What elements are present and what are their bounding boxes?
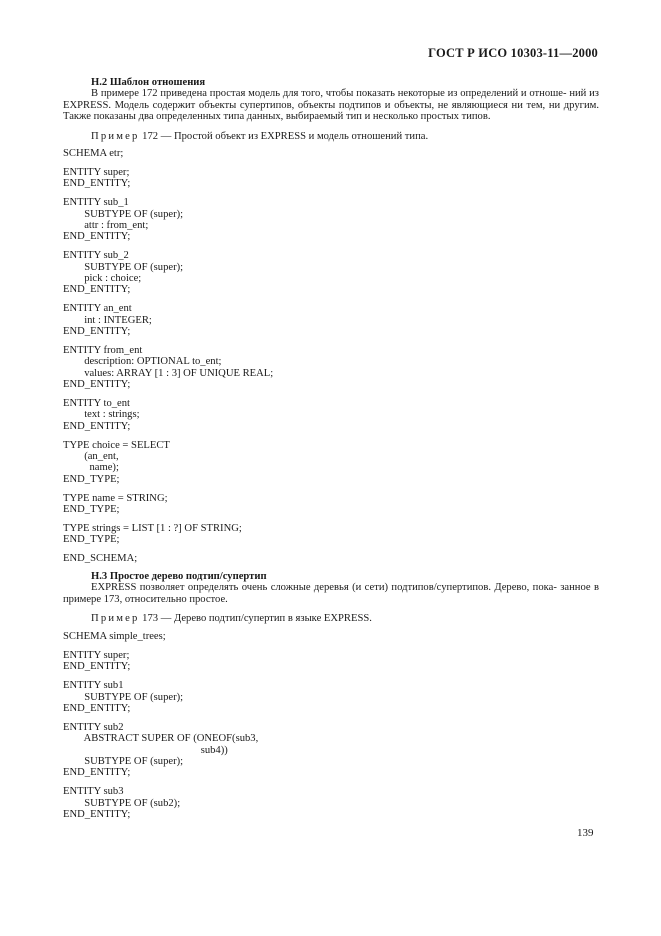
- code-line: END_ENTITY;: [63, 178, 131, 190]
- code-gap: [63, 714, 599, 722]
- code-line: ENTITY sub_1: [63, 197, 129, 209]
- code-line: SUBTYPE OF (super);: [63, 691, 184, 703]
- code-line: END_TYPE;: [63, 473, 120, 485]
- page-header: ГОСТ Р ИСО 10303-11—2000: [428, 46, 598, 60]
- example-text: 173 — Дерево подтип/супертип в языке EXPRESS.: [139, 613, 372, 625]
- paragraph-line: EXPRESS позволяет определять очень сложные деревья (и сети) подтипов/супертипов. Дерево, пока-: [91, 582, 557, 594]
- paragraph-line: занное в примере 173, относительно простое.: [63, 582, 599, 605]
- code-line: SCHEMA simple_trees;: [63, 631, 166, 642]
- code-gap: [63, 485, 599, 493]
- code-line: END_ENTITY;: [63, 231, 131, 243]
- code-gap: [63, 642, 599, 650]
- code-line: TYPE name = STRING;: [63, 492, 168, 504]
- code-gap: [63, 391, 599, 399]
- code-line: SUBTYPE OF (super);: [63, 756, 184, 768]
- code-line: SUBTYPE OF (super);: [63, 208, 184, 220]
- code-line: ENTITY from_ent: [63, 344, 143, 356]
- paragraph-line: В примере 172 приведена простая модель для того, чтобы показать некоторые из определений и отноше-: [91, 88, 567, 100]
- example-label: Пример: [91, 613, 140, 625]
- code-gap: [63, 516, 599, 524]
- code-line: TYPE choice = SELECT: [63, 439, 170, 451]
- code-line: SCHEMA etr;: [63, 148, 124, 159]
- code-line: ENTITY super;: [63, 649, 130, 661]
- section-paragraph: [63, 88, 599, 122]
- code-line: pick : choice;: [63, 273, 142, 285]
- page-number: 139: [577, 827, 594, 839]
- code-line: END_ENTITY;: [63, 326, 131, 338]
- code-gap: [63, 190, 599, 198]
- express-code-block-1: [63, 148, 599, 565]
- code-line: END_ENTITY;: [63, 661, 131, 673]
- code-gap: [63, 432, 599, 440]
- paragraph-line: ний из EXPRESS. Модель содержит объекты супертипов, объекты подтипов и объекты, не являющиеся ни: [63, 88, 599, 111]
- section-h3: [63, 571, 599, 625]
- code-line: END_TYPE;: [63, 534, 120, 546]
- code-line: ENTITY sub3: [63, 786, 124, 798]
- example-label: Пример: [91, 130, 140, 142]
- code-line: sub4)): [63, 744, 228, 756]
- section-paragraph: [63, 582, 599, 605]
- section-heading: Н.2 Шаблон отношения: [91, 77, 206, 88]
- code-line: text : strings;: [63, 409, 140, 421]
- paragraph-line: тем, ни другим. Также показаны два определенных типа данных, выбираемый тип и несколько простых типов.: [63, 99, 600, 123]
- code-line: ENTITY sub_2: [63, 250, 129, 262]
- code-gap: [63, 546, 599, 554]
- code-line: SUBTYPE OF (super);: [63, 261, 184, 273]
- code-line: attr : from_ent;: [63, 219, 149, 231]
- section-heading: Н.3 Простое дерево подтип/супертип: [91, 571, 267, 582]
- code-line: ABSTRACT SUPER OF (ONEOF(sub3,: [63, 733, 259, 745]
- code-line: ENTITY to_ent: [63, 398, 130, 410]
- code-line: END_ENTITY;: [63, 809, 131, 821]
- code-gap: [63, 337, 599, 345]
- code-line: TYPE strings = LIST [1 : ?] OF STRING;: [63, 523, 242, 535]
- code-line: ENTITY an_ent: [63, 303, 132, 315]
- code-gap: [63, 159, 599, 167]
- code-gap: [63, 779, 599, 787]
- code-line: END_TYPE;: [63, 504, 120, 516]
- example-caption: [91, 613, 599, 624]
- code-gap: [63, 243, 599, 251]
- code-line: description: OPTIONAL to_ent;: [63, 356, 222, 368]
- code-line: ENTITY sub1: [63, 680, 124, 692]
- code-gap: [63, 296, 599, 304]
- code-line: ENTITY sub2: [63, 721, 124, 733]
- code-line: END_ENTITY;: [63, 767, 131, 779]
- code-line: ENTITY super;: [63, 166, 130, 178]
- code-line: SUBTYPE OF (sub2);: [63, 797, 181, 809]
- code-line: name);: [63, 462, 119, 474]
- code-gap: [63, 673, 599, 681]
- code-line: int : INTEGER;: [63, 314, 152, 326]
- example-text: 172 — Простой объект из EXPRESS и модель отношений типа.: [139, 130, 429, 142]
- code-line: END_ENTITY;: [63, 420, 131, 432]
- express-code-block-2: [63, 631, 599, 820]
- code-line: END_ENTITY;: [63, 379, 131, 391]
- code-line: (an_ent,: [63, 451, 119, 463]
- example-caption: [91, 131, 599, 142]
- section-h2: [63, 77, 599, 142]
- code-line: END_ENTITY;: [63, 702, 131, 714]
- code-line: values: ARRAY [1 : 3] OF UNIQUE REAL;: [63, 367, 274, 379]
- code-line: END_SCHEMA;: [63, 553, 138, 565]
- code-line: END_ENTITY;: [63, 284, 131, 296]
